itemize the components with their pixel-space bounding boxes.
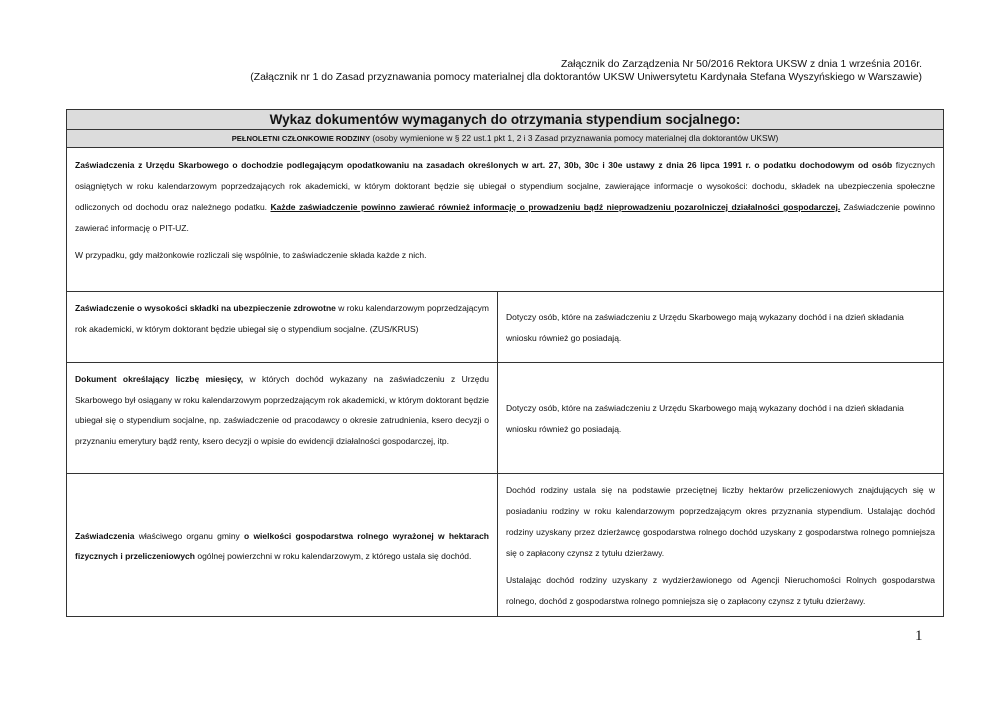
row3-left-text xyxy=(75,526,489,567)
row2-left-bold: Dokument określający liczbę miesięcy, xyxy=(75,374,244,384)
table-title: Wykaz dokumentów wymaganych do otrzymania stypendium socjalnego: xyxy=(67,110,944,130)
row3-left-normal-2: ogólnej powierzchni w roku kalendarzowym, z którego ustala się dochód. xyxy=(194,551,472,561)
subtitle-bold: PEŁNOLETNI CZŁONKOWIE RODZINY xyxy=(231,134,371,143)
table-subtitle xyxy=(67,130,944,148)
row3-left-bold-2: o wielkości gospodarstwa rolnego wyrażonej w hektarach fizycznych i przeliczeniowych xyxy=(75,530,489,561)
row1-left-bold: Zaświadczenie o wysokości składki na ubezpieczenie zdrowotne xyxy=(75,303,336,313)
intro-second-paragraph: W przypadku, gdy małżonkowie rozliczali się wspólnie, to zaświadczenie składa każde z nich. xyxy=(75,250,427,260)
row3-right-paragraph-1: Dochód rodziny ustala się na podstawie przeciętnej liczby hektarów przeliczeniowych znajdujących się w posiadaniu rodziny w roku kalendarzowym poprzedzającym okres przyznania stypendium. Ustalając dochód rodziny uzyskany przez dzierżawcę gospodarstwa rolnego dochód uzyskany z gospodarstwa rolnego pomniejsza się o zapłacony czynsz z tytułu dzierżawy. xyxy=(506,485,936,558)
row1-right xyxy=(498,292,944,363)
row2-left-rest: w których dochód wykazany na zaświadczeniu z Urzędu Skarbowego był osiągany w roku kalendarzowym poprzedzającym rok akademicki, w którym doktorant będzie ubiegał się o stypendium socjalne, np. zaświadczenie od pracodawcy o okresie zatrudnienia, ksero decyzji o przyznaniu emerytury bądź renty, ksero decyzji o wpisie do ewidencji działalności gospodarczej, itp. xyxy=(75,374,489,446)
table-row xyxy=(67,474,944,617)
intro-cell xyxy=(67,148,944,292)
row2-left xyxy=(67,363,498,474)
intro-underlined: Każde zaświadczenie powinno zawierać również informację o prowadzeniu bądź nieprowadzeniu pozarolniczej działalności gospodarczej. xyxy=(270,202,841,212)
intro-bold: Zaświadczenia z Urzędu Skarbowego o dochodzie podlegającym opodatkowaniu na zasadach określonych w art. 27, 30b, 30c i 30e ustawy z dnia 26 lipca 1991 r. o podatku dochodowym od osób xyxy=(75,160,893,170)
header-line-1: Załącznik do Zarządzenia Nr 50/2016 Rektora UKSW z dnia 1 września 2016r. xyxy=(561,59,922,70)
row1-right-text: Dotyczy osób, które na zaświadczeniu z Urzędu Skarbowego mają wykazany dochód i na dzień składania wniosku również go posiadają. xyxy=(506,312,904,343)
row3-left-bold-1: Zaświadczenia xyxy=(75,530,135,541)
header-line-2: (Załącznik nr 1 do Zasad przyznawania pomocy materialnej dla doktorantów UKSW Uniwersytetu Kardynała Stefana Wyszyńskiego w Warszawie) xyxy=(250,72,922,83)
row1-left-rest: w roku kalendarzowym poprzedzającym rok akademicki, w którym doktorant będzie ubiegał się o stypendium socjalne. (ZUS/KRUS) xyxy=(75,303,490,334)
table-row xyxy=(67,363,944,474)
table-row xyxy=(67,292,944,363)
row3-left-normal-1: właściwego organu gminy xyxy=(134,530,245,541)
page-number: 1 xyxy=(915,628,923,644)
documents-table xyxy=(66,109,944,617)
row3-left xyxy=(67,474,498,617)
row2-right-text: Dotyczy osób, które na zaświadczeniu z Urzędu Skarbowego mają wykazany dochód i na dzień składania wniosku również go posiadają. xyxy=(506,403,904,434)
intro-normal: fizycznych osiągniętych w roku kalendarzowym poprzedzających rok akademicki, w którym doktorant będzie się ubiegał o stypendium socjalne, zawierające informacje o wysokości: dochodu, składek na ubezpieczenia społeczne odliczonych od dochodu oraz należnego podatku. xyxy=(75,160,936,212)
row3-right-paragraph-2: Ustalając dochód rodziny uzyskany z wydzierżawionego od Agencji Nieruchomości Rolnych gospodarstwa rolnego, dochód z gospodarstwa rolnego pomniejsza się o zapłacony czynsz z tytułu dzierżawy. xyxy=(506,575,936,606)
intro-tail: Zaświadczenie powinno zawierać informację o PIT-UZ. xyxy=(75,202,936,233)
intro-paragraph xyxy=(75,155,935,239)
row2-right xyxy=(498,363,944,474)
subtitle-rest: (osoby wymienione w § 22 ust.1 pkt 1, 2 i 3 Zasad przyznawania pomocy materialnej dla doktorantów UKSW) xyxy=(370,133,779,143)
row3-right xyxy=(498,474,944,617)
row1-left xyxy=(67,292,498,363)
